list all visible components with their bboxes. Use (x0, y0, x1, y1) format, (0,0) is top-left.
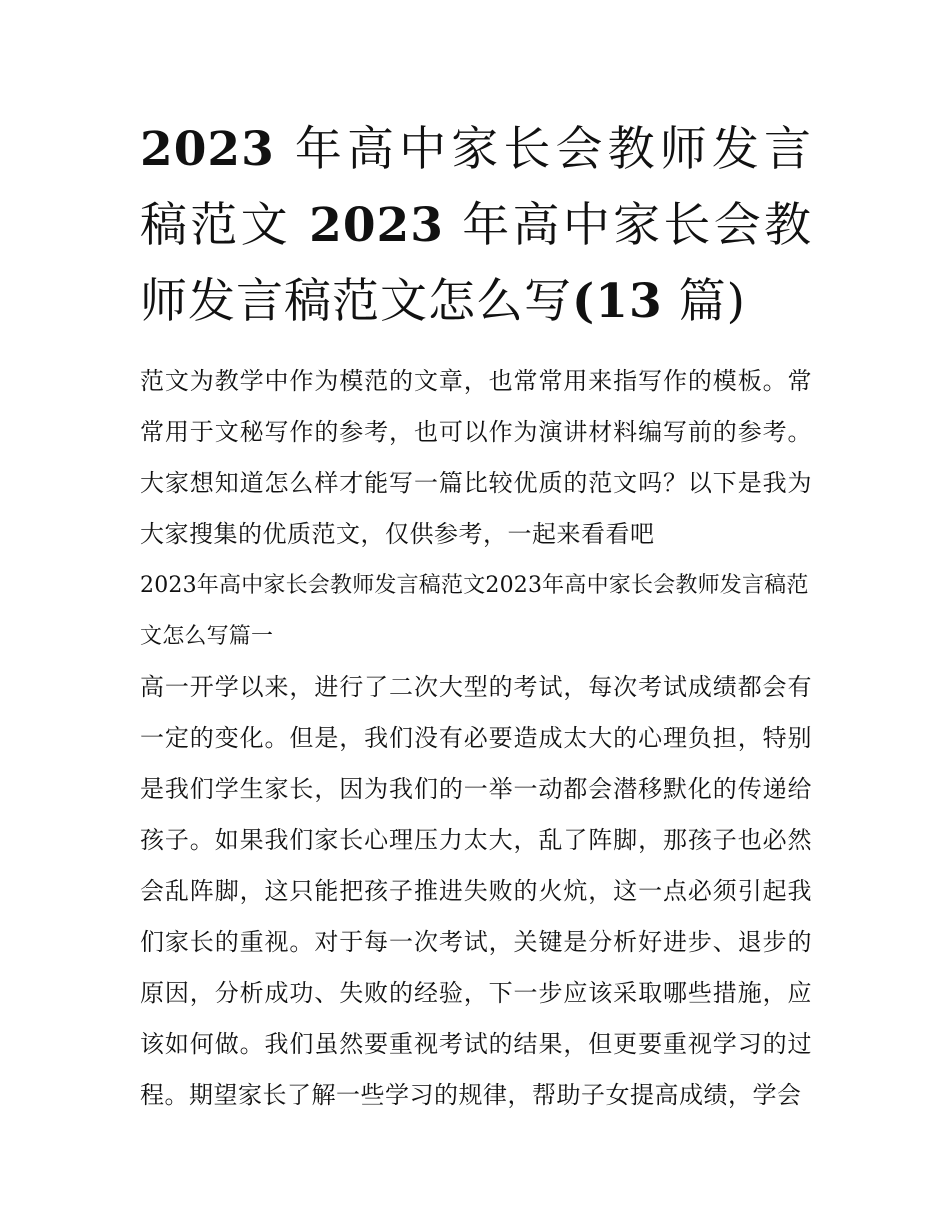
document-title (140, 112, 812, 340)
title-text: 年高中家长会教师发言稿范文 (140, 122, 813, 253)
title-count: (13 (572, 274, 663, 329)
document-page (140, 112, 812, 1121)
body-paragraph: 高一开学以来，进行了二次大型的考试，每次考试成绩都会有一定的变化。但是，我们没有必要造成太大的心理负担，特别是我们学生家长，因为我们的一举一动都会潜移默化的传递给孩子。如果我们家长心理压力太大，乱了阵脚，那孩子也必然会乱阵脚，这只能把孩子推进失败的火炕，这一点必须引起我们家长的重视。对于每一次考试，关键是分析好进步、退步的原因，分析成功、失败的经验，下一步应该采取哪些措施，应该如何做。我们虽然要重视考试的结果，但更要重视学习的过程。期望家长了解一些学习的规律，帮助子女提高成绩，学会 (140, 673, 812, 1109)
title-year: 2023 (140, 122, 275, 177)
title-year-2: 2023 (309, 198, 444, 253)
intro-paragraph: 范文为教学中作为模范的文章，也常常用来指写作的模板。常常用于文秘写作的参考，也可以作为演讲材料编写前的参考。大家想知道怎么样才能写一篇比较优质的范文吗？以下是我为大家搜集的优质范文，仅供参考，一起来看看吧 (140, 367, 812, 548)
title-text-2: 年高中家长会教师发言稿范文怎么写 (140, 198, 813, 329)
section-heading: 2023年高中家长会教师发言稿范文2023年高中家长会教师发言稿范文怎么写篇一 (140, 573, 809, 649)
title-count-suffix: 篇) (678, 274, 746, 329)
